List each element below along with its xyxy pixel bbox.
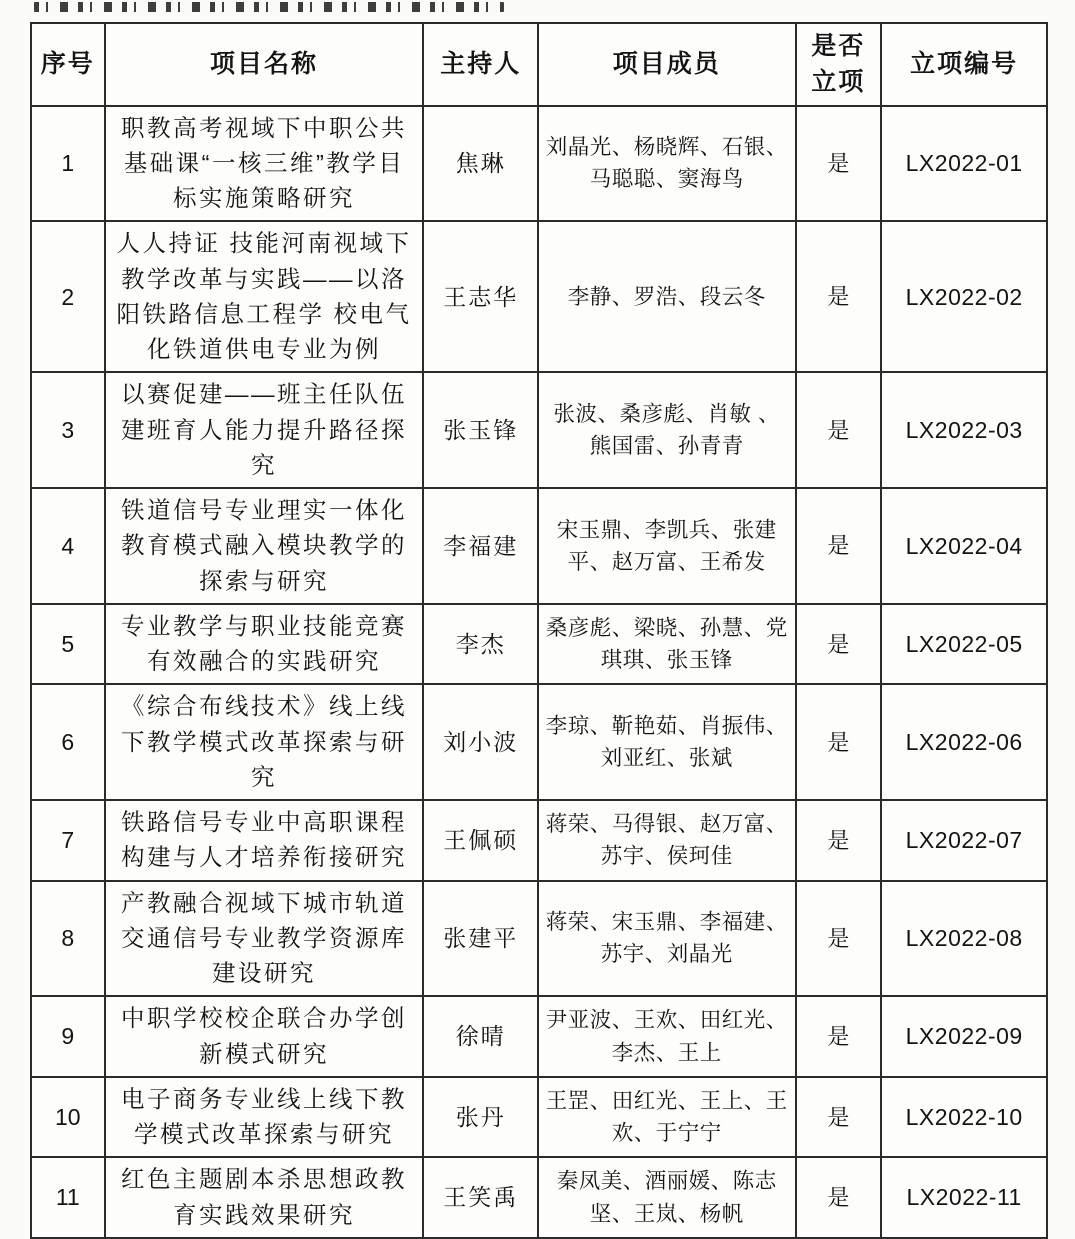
cell-project-name: 《综合布线技术》线上线下教学模式改革探索与研究 — [105, 684, 424, 800]
table-row — [31, 604, 1047, 685]
cell-serial-number: 5 — [31, 604, 105, 685]
cell-leader: 李福建 — [423, 488, 537, 604]
table-row — [31, 800, 1047, 881]
header-row — [31, 23, 1047, 106]
cell-project-name: 电子商务专业线上线下教学模式改革探索与研究 — [105, 1077, 424, 1158]
cell-approval-code: LX2022-02 — [881, 221, 1047, 372]
cell-approved: 是 — [796, 488, 882, 604]
table-row — [31, 996, 1047, 1077]
cell-serial-number: 1 — [31, 106, 105, 222]
cell-approval-code: LX2022-06 — [881, 684, 1047, 800]
cell-serial-number: 7 — [31, 800, 105, 881]
cell-approved: 是 — [796, 221, 882, 372]
cell-project-name: 中职学校校企联合办学创新模式研究 — [105, 996, 424, 1077]
cell-project-name: 红色主题剧本杀思想政教育实践效果研究 — [105, 1157, 424, 1238]
cell-leader: 王佩硕 — [423, 800, 537, 881]
table-row — [31, 684, 1047, 800]
cell-members: 张波、桑彦彪、肖敏 、熊国雷、孙青青 — [538, 372, 796, 488]
cell-project-name: 专业教学与职业技能竞赛有效融合的实践研究 — [105, 604, 424, 685]
cell-serial-number: 6 — [31, 684, 105, 800]
header-members: 项目成员 — [538, 23, 796, 106]
cell-members: 李静、罗浩、段云冬 — [538, 221, 796, 372]
header-leader: 主持人 — [423, 23, 537, 106]
cell-members: 李琼、靳艳茹、肖振伟、刘亚红、张斌 — [538, 684, 796, 800]
cell-project-name: 职教高考视域下中职公共基础课“一核三维”教学目标实施策略研究 — [105, 106, 424, 222]
cell-approval-code: LX2022-07 — [881, 800, 1047, 881]
header-approval-code: 立项编号 — [881, 23, 1047, 106]
cell-leader: 徐晴 — [423, 996, 537, 1077]
cell-serial-number: 8 — [31, 881, 105, 997]
cell-serial-number: 10 — [31, 1077, 105, 1158]
cell-project-name: 产教融合视域下城市轨道交通信号专业教学资源库建设研究 — [105, 881, 424, 997]
cell-leader: 焦琳 — [423, 106, 537, 222]
header-approved: 是否立项 — [796, 23, 882, 106]
cell-leader: 李杰 — [423, 604, 537, 685]
table-row — [31, 1157, 1047, 1238]
cell-serial-number: 9 — [31, 996, 105, 1077]
cell-members: 刘晶光、杨晓辉、石银、马聪聪、窦海鸟 — [538, 106, 796, 222]
cell-leader: 王笑禹 — [423, 1157, 537, 1238]
cell-approval-code: LX2022-09 — [881, 996, 1047, 1077]
cell-members: 尹亚波、王欢、田红光、李杰、王上 — [538, 996, 796, 1077]
cell-approval-code: LX2022-10 — [881, 1077, 1047, 1158]
projects-table — [30, 22, 1048, 1239]
cell-members: 桑彦彪、梁晓、孙慧、党琪琪、张玉锋 — [538, 604, 796, 685]
cell-approval-code: LX2022-01 — [881, 106, 1047, 222]
cell-approved: 是 — [796, 996, 882, 1077]
cell-approval-code: LX2022-03 — [881, 372, 1047, 488]
table-row — [31, 106, 1047, 222]
cell-serial-number: 3 — [31, 372, 105, 488]
cell-approval-code: LX2022-11 — [881, 1157, 1047, 1238]
cell-serial-number: 2 — [31, 221, 105, 372]
cell-approved: 是 — [796, 1157, 882, 1238]
cell-members: 王罡、田红光、王上、王欢、于宁宁 — [538, 1077, 796, 1158]
cell-project-name: 人人持证 技能河南视域下教学改革与实践——以洛阳铁路信息工程学 校电气化铁道供电专业为例 — [105, 221, 424, 372]
cell-approved: 是 — [796, 800, 882, 881]
cell-leader: 张建平 — [423, 881, 537, 997]
cell-project-name: 铁路信号专业中高职课程构建与人才培养衔接研究 — [105, 800, 424, 881]
cropped-text-remnant — [34, 2, 504, 12]
cell-leader: 刘小波 — [423, 684, 537, 800]
cell-leader: 张玉锋 — [423, 372, 537, 488]
cell-approved: 是 — [796, 684, 882, 800]
cell-approved: 是 — [796, 881, 882, 997]
cell-serial-number: 4 — [31, 488, 105, 604]
header-project-name: 项目名称 — [105, 23, 424, 106]
table-row — [31, 881, 1047, 997]
table-row — [31, 372, 1047, 488]
cell-project-name: 以赛促建——班主任队伍建班育人能力提升路径探究 — [105, 372, 424, 488]
cell-members: 宋玉鼎、李凯兵、张建平、赵万富、王希发 — [538, 488, 796, 604]
cell-leader: 王志华 — [423, 221, 537, 372]
cell-members: 蒋荣、马得银、赵万富、苏宇、侯珂佳 — [538, 800, 796, 881]
cell-leader: 张丹 — [423, 1077, 537, 1158]
header-serial-number: 序号 — [31, 23, 105, 106]
cell-members: 蒋荣、宋玉鼎、李福建、苏宇、刘晶光 — [538, 881, 796, 997]
cell-approved: 是 — [796, 106, 882, 222]
cell-approval-code: LX2022-04 — [881, 488, 1047, 604]
cell-approved: 是 — [796, 604, 882, 685]
cell-approved: 是 — [796, 1077, 882, 1158]
table-row — [31, 221, 1047, 372]
table-row — [31, 488, 1047, 604]
cell-approval-code: LX2022-08 — [881, 881, 1047, 997]
cell-serial-number: 11 — [31, 1157, 105, 1238]
projects-table-wrapper — [30, 22, 1048, 1239]
cell-approval-code: LX2022-05 — [881, 604, 1047, 685]
cell-approved: 是 — [796, 372, 882, 488]
cell-members: 秦凤美、酒丽媛、陈志坚、王岚、杨帆 — [538, 1157, 796, 1238]
table-row — [31, 1077, 1047, 1158]
cell-project-name: 铁道信号专业理实一体化教育模式融入模块教学的探索与研究 — [105, 488, 424, 604]
